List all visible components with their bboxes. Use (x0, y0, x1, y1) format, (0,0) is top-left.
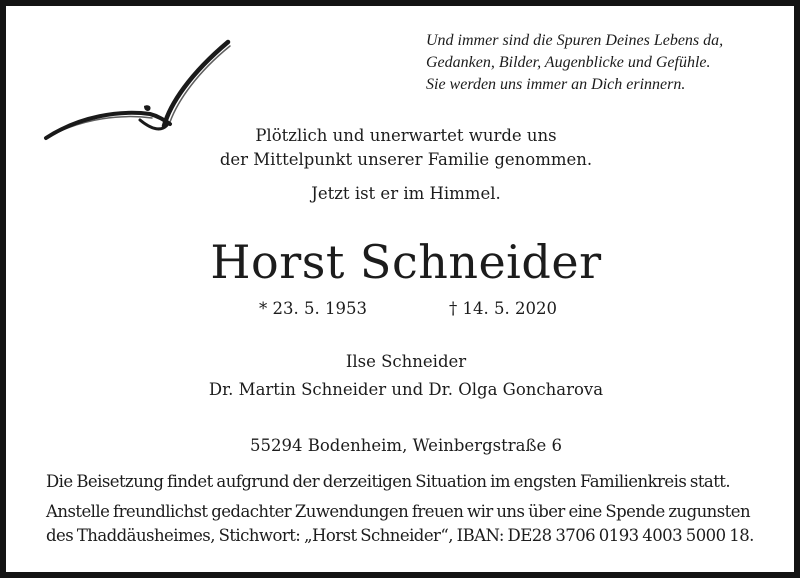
mourners-list (106, 348, 706, 404)
birth-date: * 23. 5. 1953 (259, 299, 367, 318)
quote-line: Und immer sind die Spuren Deines Lebens da, (426, 32, 724, 49)
deceased-name: Horst Schneider (210, 235, 602, 289)
donation-info-line: Anstelle freundlichst gedachter Zuwendungen freuen wir uns über eine Spende zugunsten (46, 502, 751, 521)
intro-line: Jetzt ist er im Himmel. (311, 184, 501, 203)
quote-line: Sie werden uns immer an Dich erinnern. (426, 76, 686, 93)
burial-info: Die Beisetzung findet aufgrund der derzeitigen Situation im engsten Familienkreis statt. (46, 472, 731, 491)
funeral-notice (46, 470, 766, 548)
quote-line: Gedanken, Bilder, Augenblicke und Gefühle. (426, 54, 711, 71)
mourner-name: Ilse Schneider (345, 352, 467, 371)
intro-line: der Mittelpunkt unserer Familie genommen. (219, 150, 593, 169)
family-address: 55294 Bodenheim, Weinbergstraße 6 (250, 436, 562, 455)
mourner-name: Dr. Martin Schneider und Dr. Olga Goncharova (208, 380, 604, 399)
intro-line: Plötzlich und unerwartet wurde uns (255, 126, 557, 145)
memorial-quote (426, 30, 786, 96)
donation-info-line: des Thaddäusheimes, Stichwort: „Horst Schneider“, IBAN: DE28 3706 0193 4003 5000 18. (46, 526, 754, 545)
death-date: † 14. 5. 2020 (449, 299, 557, 318)
intro-text (136, 124, 676, 206)
